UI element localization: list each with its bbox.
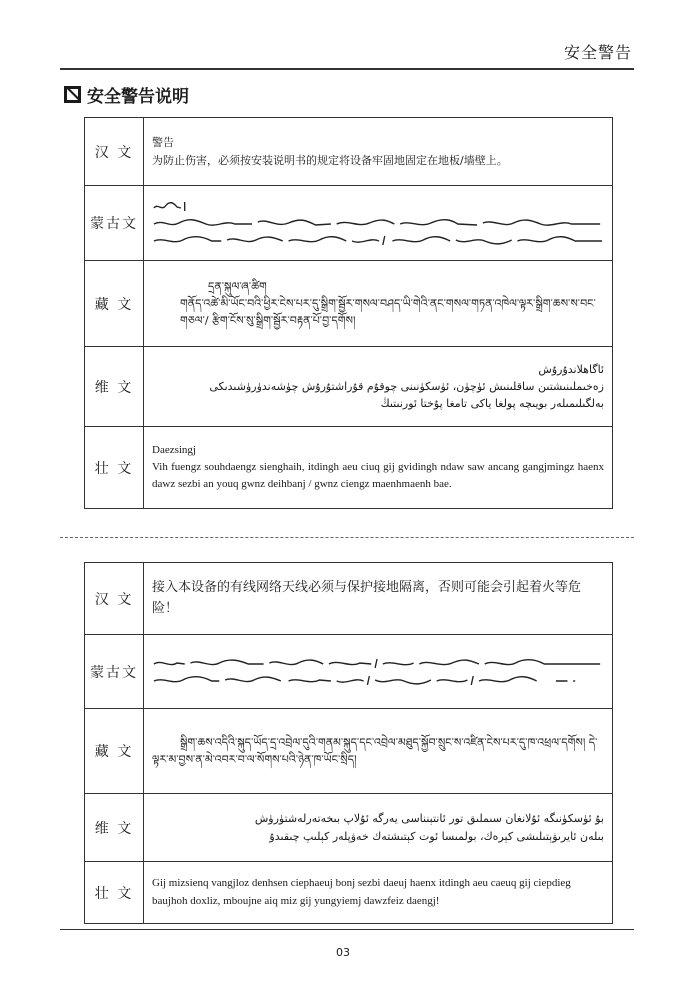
zhuang-text: Gij mizsienq vangjloz denhsen ciephaeuj bonj sezbi daeuj haenx itdingh aeu caeuq gij ciepdieg baujhoh doxliz, mboujne aiq miz gij yungyiemj dawzfeiz daengj! [144, 862, 613, 924]
language-label: 藏 文 [85, 709, 144, 794]
header-rule [60, 68, 634, 70]
zhuang-text: Daezsingj Vih fuengz souhdaengz sienghaih, itdingh aeu ciuq gij gvidingh ndaw saw ancang gangjmingz haenx dawz sezbi an youq gwnz deihbanj / gwnz ciengz maenhmaenh bae. [144, 427, 613, 509]
warning-square-icon [64, 86, 81, 103]
mongolian-script-text [144, 186, 613, 261]
language-label: 维 文 [85, 347, 144, 427]
language-label: 壮 文 [85, 427, 144, 509]
tibetan-text: དྲན་སྐུལ་ཞ་ཚིག གནོད་འཚེ་མི་ཡོང་བའི་ཕྱིར་ངེས་པར་དུ་སྒྲིག་སྦྱོར་གསལ་བཤད་ཡི་གེའི་ནང་གསལ་གཏན་འཁེལ་ལྟར་སྒྲིག་ཆས་ས་བང་གཅལ་/ རྩིག་ངོས་སུ་སྒྲིག་སྦྱོར་བརྟན་པོ་བྱ་དགོས། [144, 261, 613, 347]
section-heading-text: 安全警告说明 [87, 87, 189, 107]
language-label: 蒙古文 [85, 186, 144, 261]
language-label: 壮 文 [85, 862, 144, 924]
table-row [85, 186, 613, 261]
mongolian-script-line [152, 216, 604, 230]
table-row [85, 862, 613, 924]
safety-table-2 [84, 562, 613, 924]
mongolian-script-line [152, 673, 604, 687]
page-number: 03 [336, 946, 350, 959]
table-row [85, 709, 613, 794]
section-heading [64, 82, 189, 107]
mongolian-script-text [144, 635, 613, 709]
table-row [85, 261, 613, 347]
mongolian-script-line [152, 199, 604, 213]
mongolian-script-line [152, 656, 604, 670]
tibetan-text: སྒྲིག་ཆས་འདིའི་སྐུད་ཡོད་དྲ་འབྲེལ་དུའི་གནམ་སྐུད་དང་འབྲེལ་མཐུད་སྐྱོབ་སྲུང་ས་འཛིན་ངེས་པར་དུ་ཁ་འཕྲལ་དགོས། དེ་ལྟར་མ་བྱས་ན་མེ་འབར་བ་ལ་སོགས་པའི་ཉེན་ཁ་ཡོང་སྲིད། [144, 709, 613, 794]
language-label: 藏 文 [85, 261, 144, 347]
table-row [85, 794, 613, 862]
uyghur-text: ئاگاھلاندۇرۇش زەخىملىنىشتىن ساقلىنىش ئۈچۈن، ئۈسكۈنىنى چوقۇم قۇراشتۇرۇش چۈشەندۈرۈشىدىكى بەلگىلىمىلەر بويىچە پولغا ياكى تامغا پۇختا ئورنىتىڭ [144, 347, 613, 427]
language-label: 汉 文 [85, 563, 144, 635]
table-row [85, 347, 613, 427]
footer-rule [60, 929, 634, 930]
language-label: 维 文 [85, 794, 144, 862]
table-row [85, 635, 613, 709]
safety-table-1 [84, 117, 613, 509]
chinese-text: 警告 为防止伤害，必须按安装说明书的规定将设备牢固地固定在地板/墙壁上。 [144, 118, 613, 186]
chinese-text: 接入本设备的有线网络天线必须与保护接地隔离，否则可能会引起着火等危险！ [144, 563, 613, 635]
language-label: 蒙古文 [85, 635, 144, 709]
section-divider [60, 537, 634, 538]
language-label: 汉 文 [85, 118, 144, 186]
table-row [85, 563, 613, 635]
table-row [85, 427, 613, 509]
uyghur-text: بۇ ئۈسكۈنىگە ئۇلانغان سىملىق تور ئانتېنناسى يەرگە ئۇلاپ بىخەتەرلەشتۈرۈش بىلەن ئايرىۋېتىلىشى كېرەك، بولمىسا ئوت كېتىشتەك خەۋپلەر كېلىپ چىقىدۇ [144, 794, 613, 862]
header-title: 安全警告 [563, 43, 632, 62]
mongolian-script-line [152, 233, 604, 247]
table-row [85, 118, 613, 186]
